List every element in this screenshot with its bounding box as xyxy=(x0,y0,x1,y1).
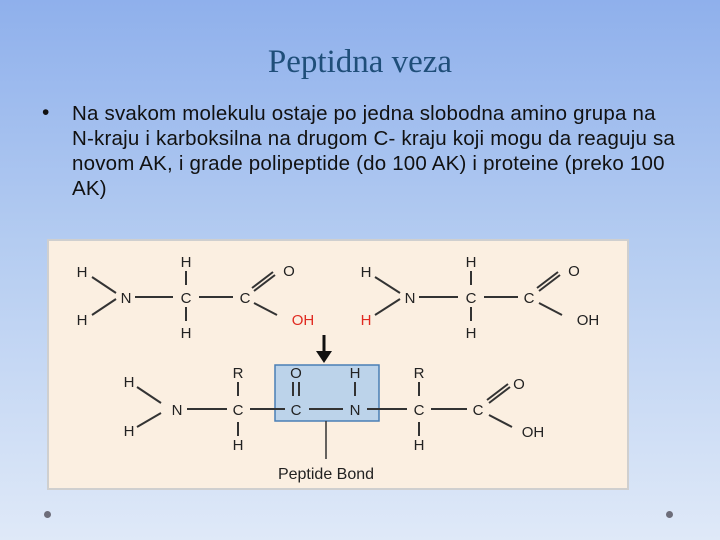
tl-o: O xyxy=(283,263,295,280)
b-n1: N xyxy=(171,402,183,419)
b-o: O xyxy=(513,376,525,393)
corner-dot-right xyxy=(666,511,673,518)
bullet-item xyxy=(42,101,682,201)
tl-h-upper-left: H xyxy=(76,264,88,281)
b-h-upper-left: H xyxy=(123,374,135,391)
peptide-bond-label: Peptide Bond xyxy=(277,466,375,483)
tl-c-carboxyl: C xyxy=(239,290,251,307)
tr-h-upper-left: H xyxy=(360,264,372,281)
bullet-text: Na svakom molekulu ostaje po jedna slobodna amino grupa na N-kraju i karboksilna na drugom C- kraju koji mogu da reaguju sa novom AK, i grade polipeptide (do 100 AK) i proteine (preko 100 AK) xyxy=(72,102,676,200)
tr-c-alpha: C xyxy=(465,290,477,307)
peptide-bond-diagram xyxy=(47,239,629,490)
b-r2: R xyxy=(413,365,425,382)
tr-h-removed: H xyxy=(360,312,372,329)
tr-c-carboxyl: C xyxy=(523,290,535,307)
tl-n: N xyxy=(120,290,132,307)
tr-h-bottom: H xyxy=(465,325,477,342)
b-c2: C xyxy=(413,402,425,419)
b-h2: H xyxy=(413,437,425,454)
b-r1: R xyxy=(232,365,244,382)
b-c1: C xyxy=(232,402,244,419)
tl-c-alpha: C xyxy=(180,290,192,307)
b-h-bond: H xyxy=(349,365,361,382)
b-h1: H xyxy=(232,437,244,454)
tl-oh: OH xyxy=(291,312,315,329)
tl-h-bottom: H xyxy=(180,325,192,342)
b-oh: OH xyxy=(521,424,545,441)
tr-n: N xyxy=(404,290,416,307)
b-c-carboxyl: C xyxy=(472,402,484,419)
b-n-bond: N xyxy=(349,402,361,419)
b-h-lower-left: H xyxy=(123,423,135,440)
reaction-arrow xyxy=(316,335,332,363)
peptide-bond-svg xyxy=(49,241,627,488)
tl-h-lower-left: H xyxy=(76,312,88,329)
slide-title: Peptidna veza xyxy=(267,44,453,80)
bullet-marker: • xyxy=(42,101,50,124)
tl-h-top: H xyxy=(180,254,192,271)
tr-h-top: H xyxy=(465,254,477,271)
b-c-bond: C xyxy=(290,402,302,419)
b-o-bond: O xyxy=(290,365,302,382)
corner-dot-left xyxy=(44,511,51,518)
tr-oh: OH xyxy=(576,312,600,329)
tr-o: O xyxy=(568,263,580,280)
